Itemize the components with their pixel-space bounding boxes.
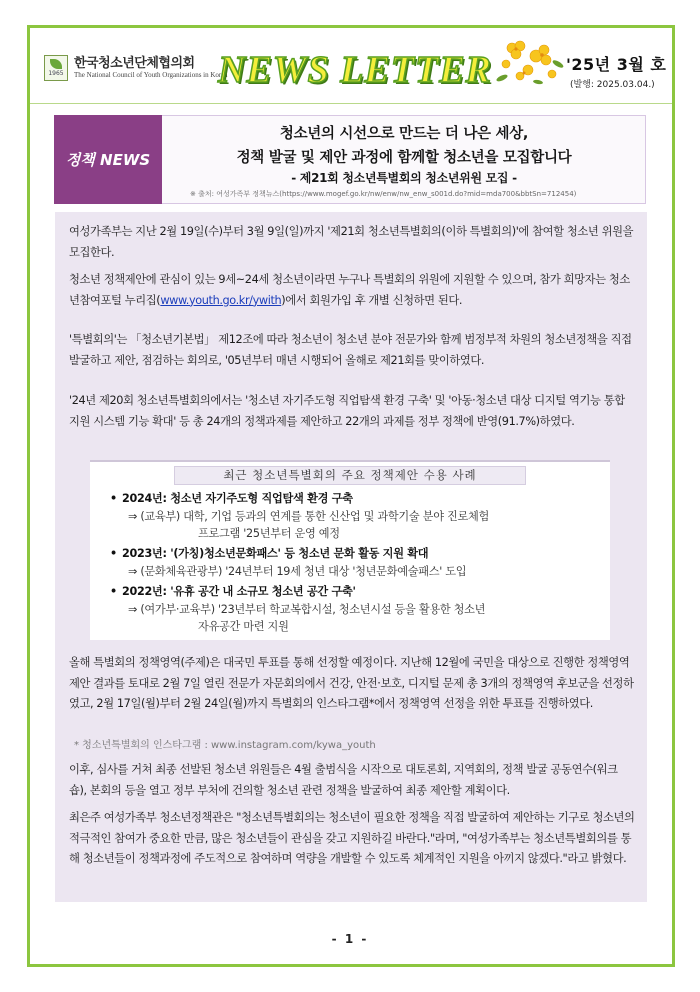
paragraph-3: '특별회의'는 「청소년기본법」 제12조에 따라 청소년이 청소년 분야 전문가와 함께 범정부적 차원의 청소년정책을 직접 발굴하고 제안, 점검하는 회의로, '05년부터 매년 시행되어 올해로 제21회를 맞이하였다. [69, 333, 632, 367]
org-name-ko: 한국청소년단체협의회 [74, 56, 195, 71]
paragraph-5: 올해 특별회의 정책영역(주제)은 대국민 투표를 통해 선정할 예정이다. 지난해 12월에 국민을 대상으로 진행한 정책영역 제안 결과를 토대로 2월 7일 열린 전문가 자문회의에서 건강, 안전·보호, 디지털 문제 총 3개의 정책영역 후보군을 선정하였고, 2월 17일(월)부터 2월 24일(월)까지 특별회의 인스타그램*에서 정책영역 선정을 위한 투표를 진행하였다. [69, 656, 634, 710]
article-title-line2: 정책 발굴 및 제안 과정에 함께할 청소년을 모집합니다 [236, 150, 572, 166]
article-subtitle: - 제21회 청소년특별회의 청소년위원 모집 - [291, 171, 517, 185]
case-title: 2024년: 청소년 자기주도형 직업탐색 환경 구축 [122, 492, 353, 505]
instagram-footnote: * 청소년특별회의 인스타그램 : www.instagram.com/kywa_youth [74, 740, 376, 751]
case-detail: ⇒ (교육부) 대학, 기업 등과의 연계를 통한 신산업 및 과학기술 분야 진로체험 [128, 510, 489, 523]
case-item: • 2024년: 청소년 자기주도형 직업탐색 환경 구축 ⇒ (교육부) 대학, 기업 등과의 연계를 통한 신산업 및 과학기술 분야 진로체험 프로그램 '25년부터 운영 예정 [110, 490, 610, 542]
newsletter-title: NEWS LETTER [218, 49, 492, 91]
org-logo [44, 55, 227, 81]
paragraph-1: 여성가족부는 지난 2월 19일(수)부터 3월 9일(일)까지 '제21회 청소년특별회의(이하 특별회의)'에 참여할 청소년 위원을 모집한다. [69, 225, 634, 259]
paragraph-7: 최은주 여성가족부 청소년정책관은 "청소년특별회의는 청소년이 필요한 정책을 직접 발굴하여 제안하는 기구로 청소년의 적극적인 참여가 중요한 만큼, 많은 청소년들이 관심을 갖고 지원하길 바란다."라며, "여성가족부는 청소년특별회의를 통해 청소년들이 정책과정에 주도적으로 참여하며 역량을 개발할 수 있도록 체계적인 지원을 아끼지 않겠다."라고 밝혔다. [69, 811, 635, 865]
case-detail-cont: 자유공간 마련 지원 [198, 620, 289, 633]
article-source: ※ 출처: 여성가족부 정책뉴스(https://www.mogef.go.kr/nw/enw/nw_enw_s001d.do?mid=mda700&bbtSn=712454) [190, 190, 577, 198]
paragraph-4: '24년 제20회 청소년특별회의에서는 '청소년 자기주도형 직업탐색 환경 구축' 및 '아동·청소년 대상 디지털 역기능 통합지원 시스템 기능 확대' 등 총 24개의 정책과제를 제안하고 22개의 과제를 정부 정책에 반영(91.7%)하였다. [69, 394, 625, 428]
paragraph-2-text: 청소년 정책제안에 관심이 있는 9세~24세 청소년이라면 누구나 특별회의 위원에 지원할 수 있으며, 참가 희망자는 청소년참여포털 누리집( [69, 273, 630, 307]
header-divider [30, 103, 672, 104]
case-title: 2023년: '(가칭)청소년문화패스' 등 청소년 문화 활동 지원 확대 [122, 547, 429, 560]
case-detail: ⇒ (문화체육관광부) '24년부터 19세 청년 대상 '청년문화예술패스' 도입 [128, 565, 467, 578]
section-tag [54, 115, 162, 204]
case-item: • 2023년: '(가칭)청소년문화패스' 등 청소년 문화 활동 지원 확대 ⇒ (문화체육관광부) '24년부터 19세 청년 대상 '청년문화예술패스' 도입 [110, 547, 467, 578]
article-title-line1: 청소년의 시선으로 만드는 더 나은 세상, [279, 126, 529, 142]
case-item: • 2022년: '유휴 공간 내 소규모 청소년 공간 구축' ⇒ (여가부·교육부) '23년부터 학교복합시설, 청소년시설 등을 활용한 청소년 자유공간 마련 지원 [110, 583, 610, 635]
org-name-en: The National Council of Youth Organizations in Korea [74, 71, 228, 79]
case-title: 2022년: '유휴 공간 내 소규모 청소년 공간 구축' [122, 585, 356, 598]
policy-cases-heading: 최근 청소년특별회의 주요 정책제안 수용 사례 [174, 466, 526, 485]
section-tag-label: 정책 NEWS [65, 151, 151, 169]
page-number: - 1 - [331, 932, 369, 946]
yellow-flowers-icon [492, 34, 572, 94]
issue-label: '25년 3월 호 [566, 55, 667, 74]
paragraph-2-text-end: )에서 회원가입 후 개별 신청하면 된다. [281, 293, 463, 307]
logo-year: 1965 [48, 70, 64, 77]
leaf-emblem-icon [44, 55, 68, 81]
issue-date: (발행: 2025.03.04.) [570, 80, 655, 90]
paragraph-2 [69, 270, 635, 311]
paragraph-6: 이후, 심사를 거쳐 최종 선발된 청소년 위원들은 4월 출범식을 시작으로 대토론회, 지역회의, 정책 발굴 공동연수(워크숍), 본회의 등을 열고 정부 부처에 건의할 청소년 관련 정책을 발굴하여 최종 제안할 계획이다. [69, 763, 618, 797]
case-detail: ⇒ (여가부·교육부) '23년부터 학교복합시설, 청소년시설 등을 활용한 청소년 [128, 603, 486, 616]
case-detail-cont: 프로그램 '25년부터 운영 예정 [198, 527, 340, 540]
youth-portal-link[interactable]: www.youth.go.kr/ywith [160, 293, 282, 307]
